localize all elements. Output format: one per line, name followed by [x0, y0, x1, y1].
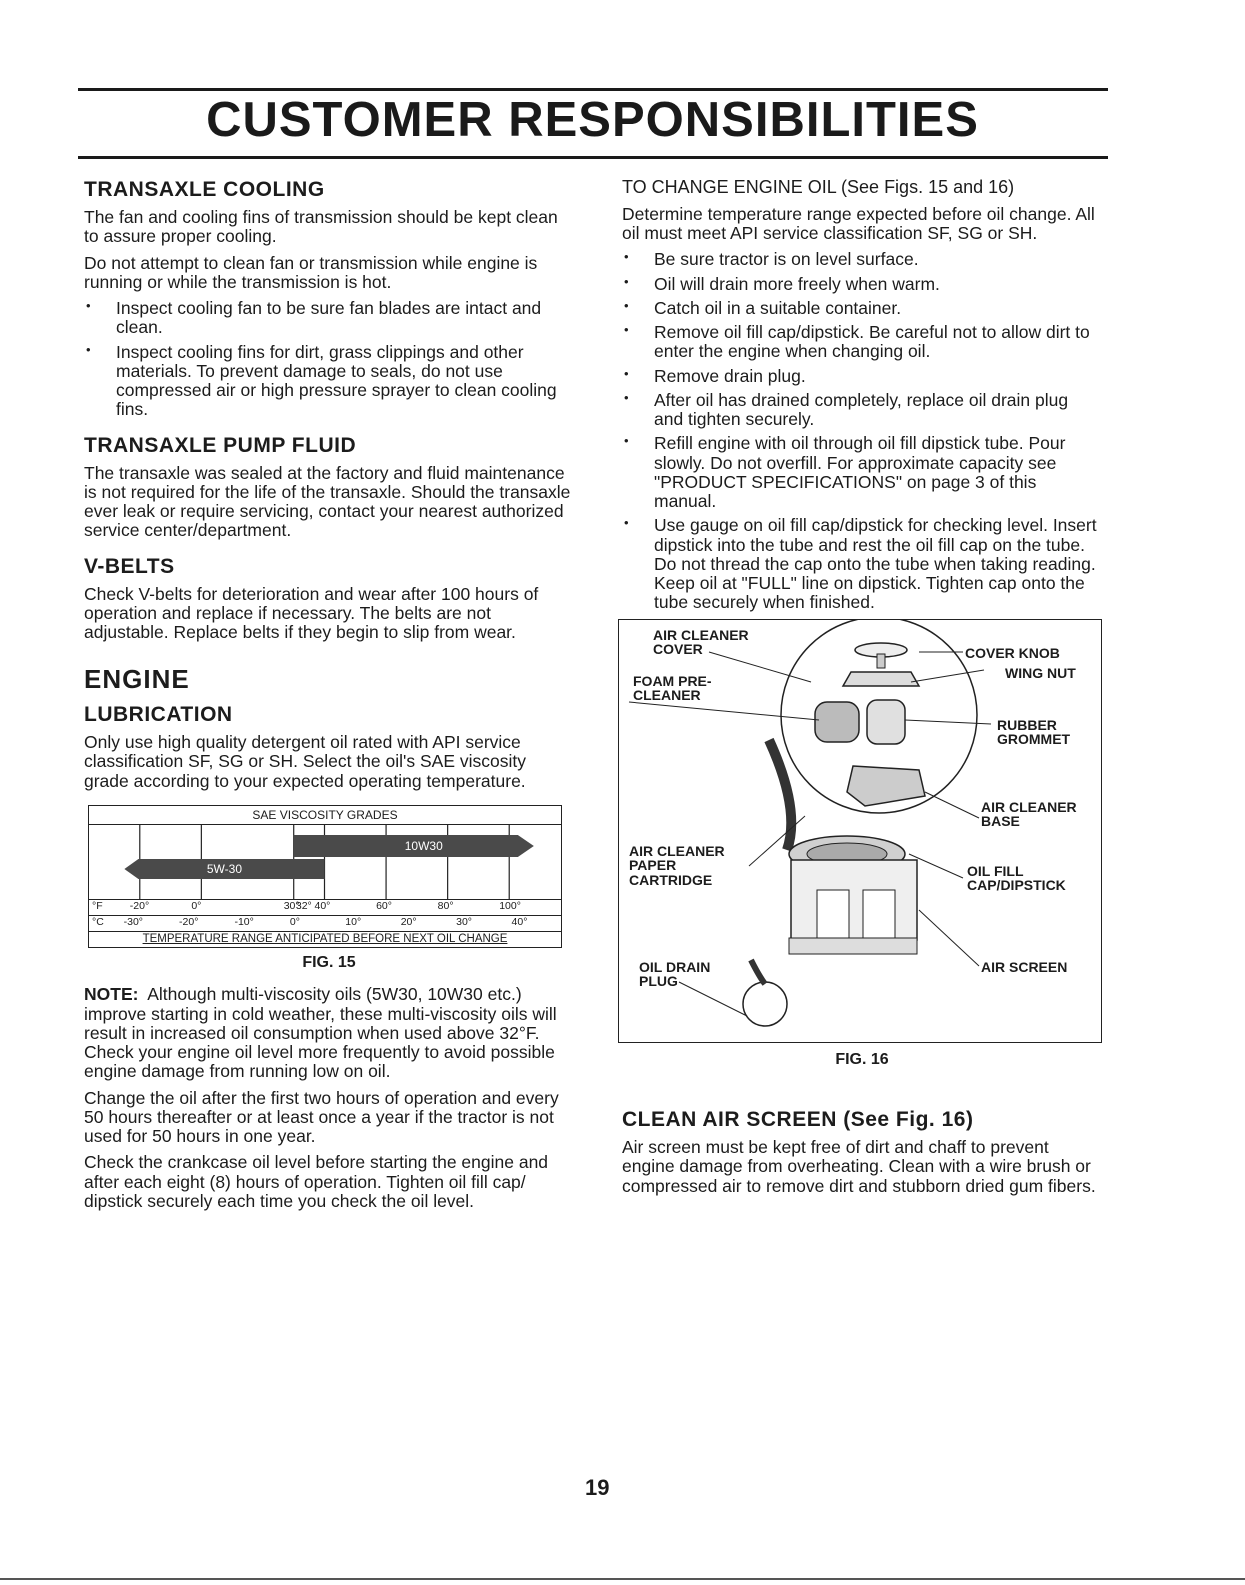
sae-viscosity-chart	[88, 805, 562, 948]
fahrenheit-tick: 32°	[295, 900, 312, 913]
list-item: • Refill engine with oil through oil fill dipstick tube. Pour slowly. Do not overfill. For approximate capacity see "PRODUCT SPECIFICATIONS" on page 3 of this manual.	[622, 434, 1102, 511]
note-paragraph	[84, 985, 574, 1081]
sae-chart-footer: TEMPERATURE RANGE ANTICIPATED BEFORE NEXT OIL CHANGE	[89, 931, 561, 947]
header-rule-bottom	[78, 156, 1108, 159]
air-screen-label: AIR SCREEN	[981, 958, 1068, 975]
fahrenheit-scale	[89, 899, 561, 915]
celsius-tick: 30°	[456, 916, 472, 929]
lubrication-p1: Only use high quality detergent oil rated with API service classification SF, SG or SH. Select the oil's SAE viscosity grade according to your expected operating temperature.	[84, 732, 526, 791]
list-item: • Inspect cooling fins for dirt, grass clippings and other materials. To prevent damage to seals, do not use compressed air or high pressure sprayer to clean cooling fins.	[84, 343, 574, 420]
change-oil-section	[622, 178, 1102, 613]
foam-pre-cleaner-label: FOAM PRE-CLEANER	[633, 672, 712, 704]
celsius-tick: 20°	[400, 916, 417, 929]
note-text: Although multi-viscosity oils (5W30, 10W30 etc.) improve starting in cold weather, these multi-viscosity oils will result in increased oil consumption when used above 32°F. Check your engine oil level more frequently to avoid possible engine damage from running low on oil.	[84, 984, 557, 1082]
celsius-scale	[89, 915, 561, 931]
crankcase-check-p: Check the crankcase oil level before starting the engine and after each eight (8) hours of operation. Tighten oil fill cap/ dipstick securely each time you check the oil level.	[84, 1152, 549, 1211]
celsius-tick: 0°	[289, 916, 300, 929]
lubrication-section	[84, 703, 574, 791]
fahrenheit-tick: 80°	[437, 900, 454, 913]
celsius-tick: -30°	[123, 916, 143, 929]
air-cleaner-base-label: AIR CLEANER BASE	[981, 798, 1077, 830]
change-oil-p1: Determine temperature range expected before oil change. All oil must meet API service classification SF, SG or SH.	[622, 203, 1095, 244]
celsius-tick: 10°	[345, 916, 362, 929]
fahrenheit-tick: 100°	[499, 900, 521, 913]
header-rule-top	[78, 88, 1108, 91]
sae-chart-title: SAE VISCOSITY GRADES	[89, 806, 561, 825]
grade-5w30-bar-label: 5W-30	[206, 862, 243, 877]
celsius-tick: 40°	[511, 916, 528, 929]
cover-knob-label: COVER KNOB	[965, 644, 1060, 661]
pump-fluid-heading: TRANSAXLE PUMP FLUID	[84, 433, 357, 457]
rubber-grommet-label: RUBBER GROMMET	[997, 716, 1071, 748]
transaxle-cooling-list	[84, 299, 574, 420]
list-item: • Remove drain plug.	[622, 367, 1102, 386]
celsius-unit: °C	[92, 916, 104, 929]
fahrenheit-tick: -20°	[129, 900, 150, 913]
list-item: • Be sure tractor is on level surface.	[622, 250, 1102, 269]
bottom-rule	[0, 1578, 1245, 1580]
page-title: CUSTOMER RESPONSIBILITIES	[206, 93, 979, 147]
air-screen-p1: Air screen must be kept free of dirt and chaff to prevent engine damage from overheating. Clean with a wire brush or compressed air to remove dirt and stubborn dried gum fibers.	[622, 1137, 1096, 1196]
pump-fluid-p1: The transaxle was sealed at the factory and fluid maintenance is not required for the life of the transaxle. Should the transaxle ever leak or require servicing, contact your nearest authorized service center/department.	[84, 462, 571, 541]
transaxle-cooling-p2: Do not attempt to clean fan or transmission while engine is running or while the transmission is hot.	[84, 252, 538, 292]
transaxle-cooling-p1: The fan and cooling fins of transmission should be kept clean to assure proper cooling.	[84, 207, 558, 247]
lubrication-heading: LUBRICATION	[84, 703, 233, 727]
list-item: • Use gauge on oil fill cap/dipstick for checking level. Insert dipstick into the tube and rest the oil fill cap on the tube. Do not thread the cap onto the tube when taking reading. Keep oil at "FULL" line on dipstick. Tighten cap onto the tube securely when finished.	[622, 516, 1102, 612]
note-label: NOTE:	[84, 984, 139, 1005]
transaxle-cooling-section	[84, 178, 574, 420]
sae-chart-graphic	[89, 825, 560, 899]
fahrenheit-tick: 40°	[314, 900, 331, 913]
oil-drain-plug-label: OIL DRAIN PLUG	[639, 958, 711, 990]
fig-15-caption: FIG. 15	[302, 953, 356, 971]
list-item: • Oil will drain more freely when warm.	[622, 275, 1102, 294]
page-number: 19	[585, 1475, 610, 1500]
wing-nut-label: WING NUT	[1005, 664, 1076, 681]
oil-fill-label: OIL FILL CAP/DIPSTICK	[967, 862, 1066, 894]
oil-change-interval-p: Change the oil after the first two hours of operation and every 50 hours thereafter or at least once a year if the tractor is not used for 50 hours in one year.	[84, 1087, 559, 1147]
vbelts-section	[84, 555, 574, 643]
list-item: • Remove oil fill cap/dipstick. Be careful not to allow dirt to enter the engine when changing oil.	[622, 323, 1102, 362]
fahrenheit-tick: 0°	[191, 900, 202, 913]
air-screen-section	[622, 1108, 1102, 1196]
list-item: • Inspect cooling fan to be sure fan blades are intact and clean.	[84, 299, 574, 338]
list-item: • After oil has drained completely, replace oil drain plug and tighten securely.	[622, 391, 1102, 430]
change-oil-heading: TO CHANGE ENGINE OIL (See Figs. 15 and 16)	[622, 177, 1015, 197]
paper-cartridge-label: AIR CLEANER PAPER CARTRIDGE	[629, 842, 725, 888]
left-column	[84, 178, 574, 1218]
celsius-tick: -10°	[234, 916, 254, 929]
fig-16-caption: FIG. 16	[835, 1050, 889, 1068]
change-oil-list	[622, 250, 1102, 612]
right-column	[622, 178, 1102, 1203]
air-cleaner-cover-label: AIR CLEANER COVER	[653, 626, 749, 658]
transaxle-cooling-heading: TRANSAXLE COOLING	[84, 178, 325, 201]
grade-10w30-bar-label: 10W30	[404, 839, 443, 854]
celsius-tick: -20°	[179, 916, 199, 929]
fahrenheit-tick: 30°	[283, 900, 300, 913]
air-screen-heading: CLEAN AIR SCREEN (See Fig. 16)	[622, 1108, 974, 1132]
fahrenheit-unit: °F	[92, 900, 103, 913]
vbelts-heading: V-BELTS	[84, 554, 175, 578]
engine-heading: ENGINE	[84, 663, 190, 694]
list-item: • Catch oil in a suitable container.	[622, 299, 1102, 318]
fig-16-engine-diagram	[618, 619, 1102, 1043]
fahrenheit-tick: 60°	[376, 900, 392, 913]
vbelts-p1: Check V-belts for deterioration and wear after 100 hours of operation and replace if necessary. The belts are not adjustable. Replace belts if they begin to slip from wear.	[84, 583, 539, 643]
pump-fluid-section	[84, 434, 574, 541]
